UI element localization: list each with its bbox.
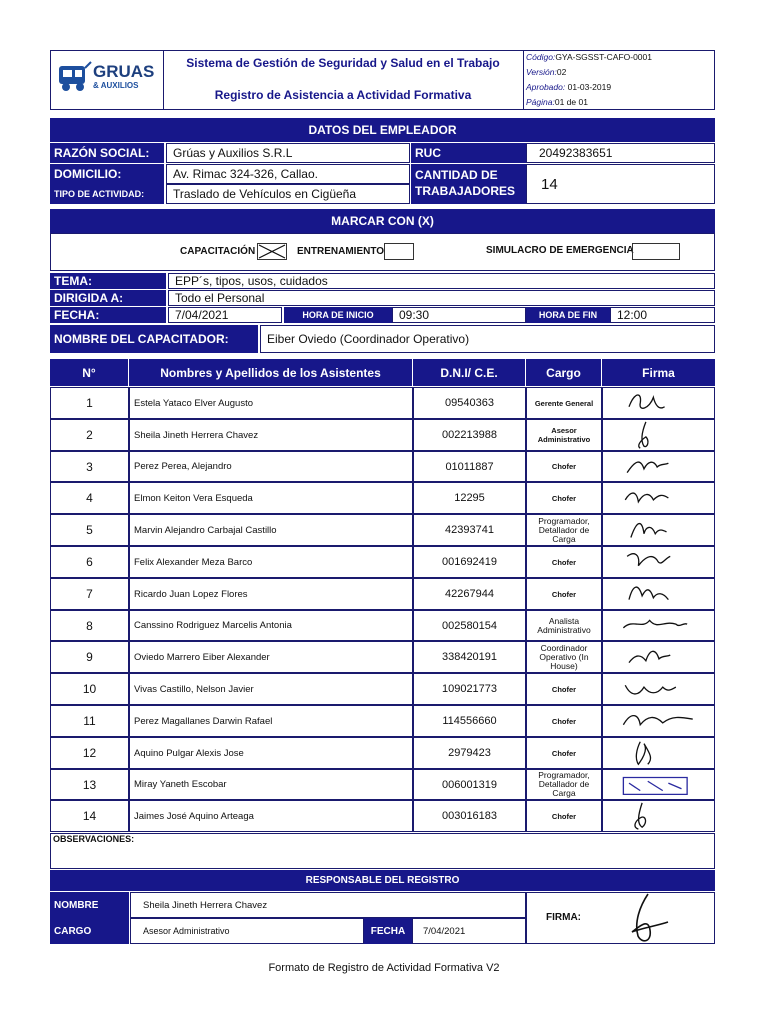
attendee-dni: 42267944: [413, 578, 526, 610]
attendee-dni: 006001319: [413, 769, 526, 800]
attendee-name: Aquino Pulgar Alexis Jose: [129, 737, 413, 769]
cantidad-label: CANTIDAD DE TRABAJADORES: [411, 164, 526, 204]
signature-image: [619, 706, 699, 736]
entrenamiento-checkbox[interactable]: [384, 243, 414, 260]
logo-name: GRUAS: [93, 62, 155, 81]
resp-nombre-label: NOMBRE: [50, 892, 129, 918]
attendee-name: Elmon Keiton Vera Esqueda: [129, 482, 413, 514]
x-mark-icon: [258, 244, 286, 259]
row-number: 8: [50, 610, 129, 641]
meta-version: Versión:02: [526, 67, 567, 77]
hora-fin-label: HORA DE FIN: [526, 307, 610, 323]
row-number: 1: [50, 387, 129, 419]
row-number: 14: [50, 800, 129, 832]
signature-image: [619, 674, 699, 704]
attendee-signature: [602, 800, 715, 832]
capacitacion-label: CAPACITACIÓN: [180, 246, 256, 257]
col-header-firma: Firma: [602, 359, 715, 386]
attendee-signature: [602, 641, 715, 673]
attendee-cargo: Chofer: [526, 451, 602, 482]
resp-firma-label: FIRMA:: [546, 912, 581, 923]
attendee-cargo: Chofer: [526, 673, 602, 705]
attendee-dni: 09540363: [413, 387, 526, 419]
row-number: 7: [50, 578, 129, 610]
row-number: 9: [50, 641, 129, 673]
cantidad-value: 14: [526, 164, 715, 204]
attendee-cargo: Chofer: [526, 800, 602, 832]
observaciones-box: [50, 833, 715, 869]
simulacro-label: SIMULACRO DE EMERGENCIA: [486, 245, 634, 256]
row-number: 6: [50, 546, 129, 578]
resp-cargo-label: CARGO: [50, 918, 129, 944]
footer-text: Formato de Registro de Actividad Formativa V2: [268, 962, 500, 974]
observaciones-label: OBSERVACIONES:: [53, 834, 135, 844]
attendee-signature: [602, 451, 715, 482]
razon-value: Grúas y Auxilios S.R.L: [166, 143, 410, 163]
hora-inicio-value: 09:30: [392, 307, 526, 323]
resp-nombre-value: Sheila Jineth Herrera Chavez: [130, 892, 526, 918]
attendee-name: Jaimes José Aquino Arteaga: [129, 800, 413, 832]
resp-cargo-value: Asesor Administrativo: [130, 918, 364, 944]
signature-image: [619, 515, 699, 545]
signature-image: [619, 801, 699, 831]
attendee-dni: 12295: [413, 482, 526, 514]
attendee-cargo: Chofer: [526, 705, 602, 737]
attendee-signature: [602, 578, 715, 610]
attendee-cargo: Gerente General: [526, 387, 602, 419]
col-header-name: Nombres y Apellidos de los Asistentes: [129, 359, 412, 386]
logo-cell: [50, 50, 164, 110]
attendee-dni: 114556660: [413, 705, 526, 737]
row-number: 13: [50, 769, 129, 800]
attendee-signature: [602, 769, 715, 800]
signature-image: [619, 483, 699, 513]
signature-image: [619, 770, 699, 800]
attendee-signature: [602, 387, 715, 419]
resp-signature-image: [612, 892, 672, 946]
capacitador-label: NOMBRE DEL CAPACITADOR:: [50, 325, 258, 353]
attendee-name: Ricardo Juan Lopez Flores: [129, 578, 413, 610]
entrenamiento-label: ENTRENAMIENTO: [297, 246, 385, 257]
resp-fecha-label: FECHA: [364, 918, 412, 944]
attendee-name: Perez Magallanes Darwin Rafael: [129, 705, 413, 737]
attendee-cargo: Programador, Detallador de Carga: [526, 769, 602, 800]
fecha-value: 7/04/2021: [168, 307, 282, 323]
simulacro-checkbox[interactable]: [632, 243, 680, 260]
attendee-cargo: Asesor Administrativo: [526, 419, 602, 451]
marcar-section-title: MARCAR CON (X): [50, 209, 715, 233]
attendee-name: Estela Yataco Elver Augusto: [129, 387, 413, 419]
signature-image: [619, 738, 699, 768]
meta-aprobado: Aprobado: 01-03-2019: [526, 82, 612, 92]
attendee-name: Vivas Castillo, Nelson Javier: [129, 673, 413, 705]
attendee-cargo: Programador, Detallador de Carga: [526, 514, 602, 546]
domicilio-value: Av. Rimac 324-326, Callao.: [166, 164, 410, 184]
dirigida-value: Todo el Personal: [168, 290, 715, 306]
attendee-dni: 338420191: [413, 641, 526, 673]
attendee-dni: 109021773: [413, 673, 526, 705]
tema-label: TEMA:: [50, 273, 166, 289]
signature-image: [619, 642, 699, 672]
attendee-name: Marvin Alejandro Carbajal Castillo: [129, 514, 413, 546]
ruc-value: 20492383651: [526, 143, 715, 163]
tow-truck-logo-icon: [57, 60, 93, 96]
attendee-signature: [602, 737, 715, 769]
row-number: 4: [50, 482, 129, 514]
signature-image: [619, 452, 699, 482]
tipo-label: TIPO DE ACTIVIDAD:: [50, 184, 164, 204]
dirigida-label: DIRIGIDA A:: [50, 290, 166, 306]
ruc-label: RUC: [411, 143, 526, 163]
attendee-signature: [602, 514, 715, 546]
row-number: 3: [50, 451, 129, 482]
col-header-n: N°: [50, 359, 128, 386]
form-title: Registro de Asistencia a Actividad Formativa: [214, 88, 472, 102]
logo-subtitle: & AUXILIOS: [93, 81, 139, 90]
row-number: 11: [50, 705, 129, 737]
resp-fecha-value: 7/04/2021: [412, 918, 526, 944]
row-number: 10: [50, 673, 129, 705]
responsable-section-title: RESPONSABLE DEL REGISTRO: [50, 870, 715, 891]
signature-image: [619, 547, 699, 577]
attendee-signature: [602, 610, 715, 641]
meta-codigo: Código:GYA-SGSST-CAFO-0001: [526, 52, 652, 62]
attendee-name: Oviedo Marrero Eiber Alexander: [129, 641, 413, 673]
signature-image: [619, 579, 699, 609]
attendee-cargo: Chofer: [526, 546, 602, 578]
signature-image: [619, 388, 699, 418]
domicilio-label: DOMICILIO:: [50, 164, 164, 184]
attendee-cargo: Chofer: [526, 737, 602, 769]
attendee-dni: 2979423: [413, 737, 526, 769]
attendee-dni: 001692419: [413, 546, 526, 578]
attendee-dni: 003016183: [413, 800, 526, 832]
attendee-name: Perez Perea, Alejandro: [129, 451, 413, 482]
attendee-signature: [602, 705, 715, 737]
attendee-dni: 002213988: [413, 419, 526, 451]
attendee-signature: [602, 419, 715, 451]
signature-image: [619, 611, 699, 641]
attendee-name: Miray Yaneth Escobar: [129, 769, 413, 800]
hora-inicio-label: HORA DE INICIO: [284, 307, 392, 323]
attendee-cargo: Chofer: [526, 482, 602, 514]
attendee-dni: 01011887: [413, 451, 526, 482]
attendee-cargo: Analista Administrativo: [526, 610, 602, 641]
attendee-dni: 42393741: [413, 514, 526, 546]
col-header-dni: D.N.I/ C.E.: [413, 359, 525, 386]
capacitacion-checkbox[interactable]: [257, 243, 287, 260]
row-number: 12: [50, 737, 129, 769]
attendee-name: Felix Alexander Meza Barco: [129, 546, 413, 578]
meta-divider: [523, 50, 524, 110]
attendee-name: Sheila Jineth Herrera Chavez: [129, 419, 413, 451]
attendee-signature: [602, 546, 715, 578]
attendee-signature: [602, 673, 715, 705]
meta-pagina: Página:01 de 01: [526, 97, 588, 107]
hora-fin-value: 12:00: [610, 307, 715, 323]
capacitador-value: Eiber Oviedo (Coordinador Operativo): [260, 325, 715, 353]
attendee-name: Canssino Rodriguez Marcelis Antonia: [129, 610, 413, 641]
attendee-signature: [602, 482, 715, 514]
row-number: 5: [50, 514, 129, 546]
attendee-cargo: Coordinador Operativo (In House): [526, 641, 602, 673]
col-header-cargo: Cargo: [526, 359, 601, 386]
signature-image: [619, 420, 699, 450]
razon-label: RAZÓN SOCIAL:: [50, 143, 164, 163]
employer-section-title: DATOS DEL EMPLEADOR: [50, 118, 715, 142]
tema-value: EPP´s, tipos, usos, cuidados: [168, 273, 715, 289]
attendee-cargo: Chofer: [526, 578, 602, 610]
fecha-label: FECHA:: [50, 307, 166, 323]
row-number: 2: [50, 419, 129, 451]
attendee-dni: 002580154: [413, 610, 526, 641]
system-title: Sistema de Gestión de Seguridad y Salud en el Trabajo: [186, 56, 500, 70]
tipo-value: Traslado de Vehículos en Cigüeña: [166, 184, 410, 204]
